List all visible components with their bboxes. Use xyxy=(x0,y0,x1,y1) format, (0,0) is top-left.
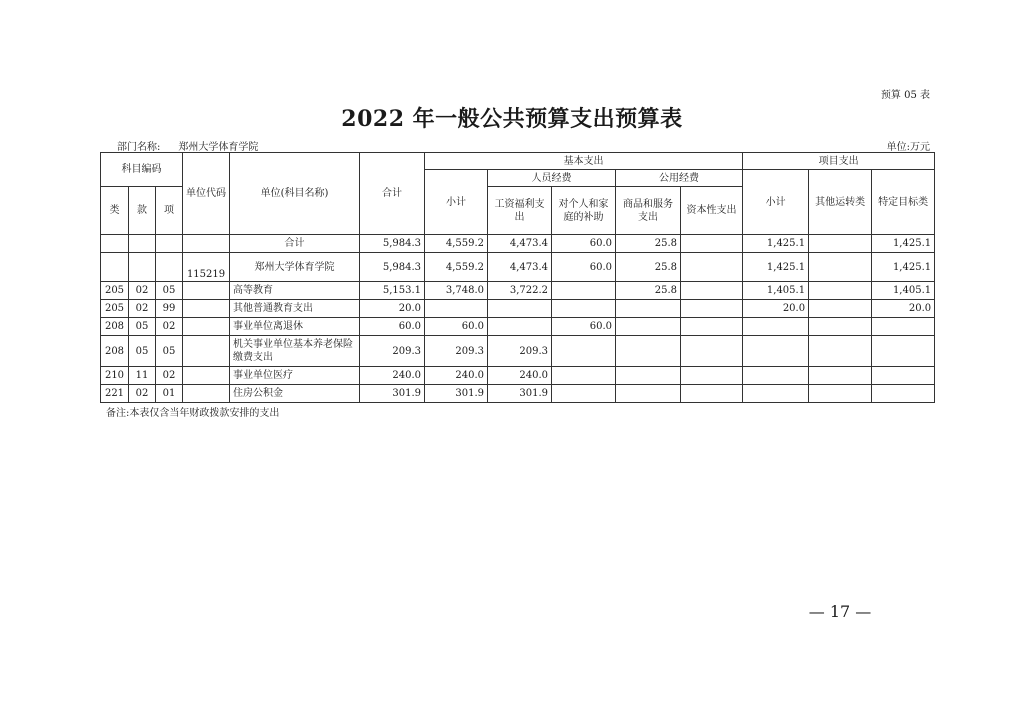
header-specific-target: 特定目标类 xyxy=(872,170,935,235)
cell-subsidy xyxy=(552,385,616,403)
cell-xiang: 01 xyxy=(156,385,183,403)
cell-kuan xyxy=(129,253,156,282)
cell-other-transfer xyxy=(809,318,872,336)
table-row xyxy=(101,300,935,318)
cell-project-subtotal: 1,425.1 xyxy=(743,253,809,282)
cell-salary: 3,722.2 xyxy=(488,282,552,300)
cell-xiang: 02 xyxy=(156,318,183,336)
cell-basic-subtotal: 240.0 xyxy=(425,367,488,385)
cell-unit-code xyxy=(183,336,230,367)
table-row xyxy=(101,282,935,300)
header-capital: 资本性支出 xyxy=(681,187,743,235)
cell-lei: 205 xyxy=(101,282,129,300)
cell-project-subtotal xyxy=(743,318,809,336)
cell-project-subtotal xyxy=(743,336,809,367)
cell-kuan: 05 xyxy=(129,318,156,336)
cell-name: 住房公积金 xyxy=(230,385,360,403)
cell-unit-code xyxy=(183,282,230,300)
cell-salary: 301.9 xyxy=(488,385,552,403)
cell-other-transfer xyxy=(809,253,872,282)
cell-name: 事业单位医疗 xyxy=(230,367,360,385)
page-number: — 17 — xyxy=(808,602,872,621)
cell-other-transfer xyxy=(809,336,872,367)
cell-capital xyxy=(681,336,743,367)
table-row xyxy=(101,385,935,403)
department-name: 郑州大学体育学院 xyxy=(178,142,259,153)
cell-name: 其他普通教育支出 xyxy=(230,300,360,318)
header-unit-code: 单位代码 xyxy=(183,153,230,235)
cell-capital xyxy=(681,253,743,282)
cell-goods-services xyxy=(616,385,681,403)
cell-lei: 208 xyxy=(101,318,129,336)
cell-specific-target xyxy=(872,385,935,403)
cell-basic-subtotal: 301.9 xyxy=(425,385,488,403)
cell-lei xyxy=(101,235,129,253)
cell-specific-target: 1,405.1 xyxy=(872,282,935,300)
cell-other-transfer xyxy=(809,385,872,403)
cell-kuan: 05 xyxy=(129,336,156,367)
cell-unit-code xyxy=(183,300,230,318)
cell-specific-target xyxy=(872,318,935,336)
cell-specific-target: 20.0 xyxy=(872,300,935,318)
cell-goods-services xyxy=(616,336,681,367)
form-number: 预算 05 表 xyxy=(880,90,930,101)
cell-xiang: 99 xyxy=(156,300,183,318)
header-other-transfer: 其他运转类 xyxy=(809,170,872,235)
cell-kuan: 02 xyxy=(129,282,156,300)
cell-project-subtotal xyxy=(743,385,809,403)
cell-total: 301.9 xyxy=(360,385,425,403)
page-title: 2022 年一般公共预算支出预算表 xyxy=(341,106,683,132)
cell-salary xyxy=(488,300,552,318)
cell-lei: 221 xyxy=(101,385,129,403)
cell-lei: 208 xyxy=(101,336,129,367)
cell-other-transfer xyxy=(809,367,872,385)
cell-total: 5,984.3 xyxy=(360,235,425,253)
header-kuan: 款 xyxy=(129,187,156,235)
cell-name: 机关事业单位基本养老保险缴费支出 xyxy=(230,336,360,367)
cell-kuan: 02 xyxy=(129,385,156,403)
cell-goods-services xyxy=(616,300,681,318)
header-basic-subtotal: 小计 xyxy=(425,170,488,235)
header-unit-name: 单位(科目名称) xyxy=(230,153,360,235)
cell-capital xyxy=(681,318,743,336)
cell-project-subtotal: 1,425.1 xyxy=(743,235,809,253)
cell-goods-services: 25.8 xyxy=(616,282,681,300)
cell-subsidy: 60.0 xyxy=(552,318,616,336)
cell-subsidy xyxy=(552,282,616,300)
cell-salary: 4,473.4 xyxy=(488,235,552,253)
cell-name: 事业单位离退休 xyxy=(230,318,360,336)
header-xiang: 项 xyxy=(156,187,183,235)
header-salary: 工资福利支出 xyxy=(488,187,552,235)
cell-unit-code xyxy=(183,318,230,336)
cell-total: 60.0 xyxy=(360,318,425,336)
department-label: 部门名称: xyxy=(117,142,161,153)
table-row xyxy=(101,336,935,367)
header-personnel: 人员经费 xyxy=(488,170,616,187)
cell-xiang: 05 xyxy=(156,282,183,300)
cell-unit-code xyxy=(183,235,230,253)
cell-salary xyxy=(488,318,552,336)
header-lei: 类 xyxy=(101,187,129,235)
table-row xyxy=(101,318,935,336)
footnote: 备注:本表仅含当年财政拨款安排的支出 xyxy=(106,408,280,419)
cell-salary: 4,473.4 xyxy=(488,253,552,282)
header-goods-services: 商品和服务支出 xyxy=(616,187,681,235)
cell-total: 5,984.3 xyxy=(360,253,425,282)
cell-specific-target xyxy=(872,367,935,385)
cell-specific-target xyxy=(872,336,935,367)
cell-subsidy xyxy=(552,300,616,318)
cell-salary: 209.3 xyxy=(488,336,552,367)
cell-capital xyxy=(681,300,743,318)
header-project-subtotal: 小计 xyxy=(743,170,809,235)
cell-basic-subtotal: 209.3 xyxy=(425,336,488,367)
cell-goods-services xyxy=(616,367,681,385)
cell-subsidy: 60.0 xyxy=(552,235,616,253)
cell-xiang: 02 xyxy=(156,367,183,385)
cell-basic-subtotal: 60.0 xyxy=(425,318,488,336)
cell-kuan: 11 xyxy=(129,367,156,385)
cell-other-transfer xyxy=(809,235,872,253)
cell-xiang: 05 xyxy=(156,336,183,367)
cell-name: 合计 xyxy=(230,235,360,253)
cell-salary: 240.0 xyxy=(488,367,552,385)
cell-name: 郑州大学体育学院 xyxy=(230,253,360,282)
table-row xyxy=(101,367,935,385)
cell-total: 240.0 xyxy=(360,367,425,385)
unit-label: 单位:万元 xyxy=(886,142,930,153)
cell-basic-subtotal xyxy=(425,300,488,318)
cell-project-subtotal xyxy=(743,367,809,385)
cell-lei: 210 xyxy=(101,367,129,385)
cell-unit-code: 115219 xyxy=(183,253,230,282)
cell-capital xyxy=(681,367,743,385)
budget-table xyxy=(100,152,935,403)
department-line xyxy=(117,138,258,153)
cell-subsidy: 60.0 xyxy=(552,253,616,282)
cell-lei: 205 xyxy=(101,300,129,318)
cell-basic-subtotal: 3,748.0 xyxy=(425,282,488,300)
cell-subsidy xyxy=(552,367,616,385)
cell-specific-target: 1,425.1 xyxy=(872,235,935,253)
cell-total: 209.3 xyxy=(360,336,425,367)
header-project-expenditure: 项目支出 xyxy=(743,153,935,170)
cell-other-transfer xyxy=(809,282,872,300)
cell-goods-services xyxy=(616,318,681,336)
cell-capital xyxy=(681,235,743,253)
cell-specific-target: 1,425.1 xyxy=(872,253,935,282)
cell-basic-subtotal: 4,559.2 xyxy=(425,235,488,253)
table-row xyxy=(101,253,935,282)
cell-unit-code xyxy=(183,385,230,403)
header-basic-expenditure: 基本支出 xyxy=(425,153,743,170)
header-personal-subsidy: 对个人和家庭的补助 xyxy=(552,187,616,235)
cell-other-transfer xyxy=(809,300,872,318)
cell-name: 高等教育 xyxy=(230,282,360,300)
cell-total: 5,153.1 xyxy=(360,282,425,300)
cell-kuan: 02 xyxy=(129,300,156,318)
cell-goods-services: 25.8 xyxy=(616,235,681,253)
cell-kuan xyxy=(129,235,156,253)
table-row xyxy=(101,235,935,253)
cell-capital xyxy=(681,282,743,300)
cell-lei xyxy=(101,253,129,282)
header-public: 公用经费 xyxy=(616,170,743,187)
cell-xiang xyxy=(156,253,183,282)
cell-total: 20.0 xyxy=(360,300,425,318)
cell-goods-services: 25.8 xyxy=(616,253,681,282)
header-subject-code: 科目编码 xyxy=(101,153,183,187)
cell-subsidy xyxy=(552,336,616,367)
cell-xiang xyxy=(156,235,183,253)
header-total: 合计 xyxy=(360,153,425,235)
cell-project-subtotal: 1,405.1 xyxy=(743,282,809,300)
cell-unit-code xyxy=(183,367,230,385)
cell-project-subtotal: 20.0 xyxy=(743,300,809,318)
cell-capital xyxy=(681,385,743,403)
cell-basic-subtotal: 4,559.2 xyxy=(425,253,488,282)
